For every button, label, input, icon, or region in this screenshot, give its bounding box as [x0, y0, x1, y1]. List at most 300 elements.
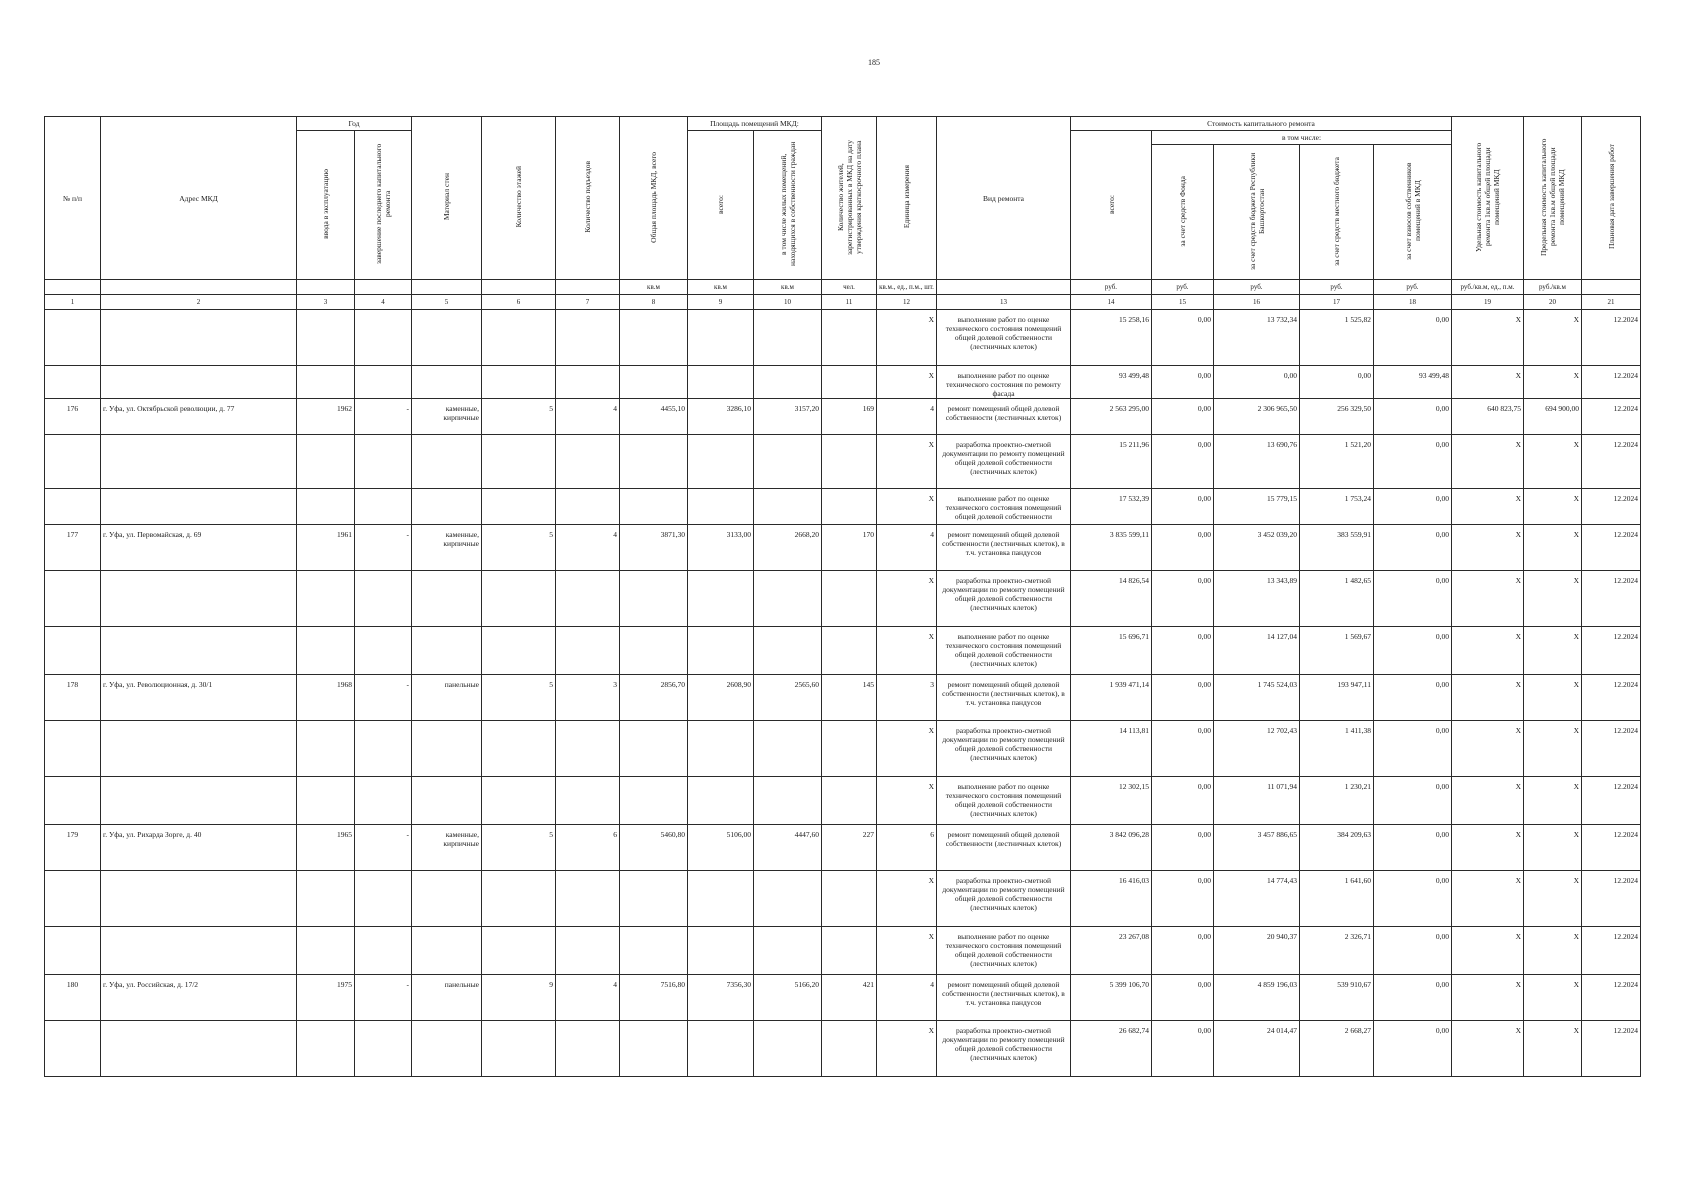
cell-wall-material: панельные — [412, 675, 482, 721]
cell-year-commissioned — [297, 435, 355, 489]
header-num: № п/п — [45, 117, 101, 280]
cell-year-commissioned: 1975 — [297, 975, 355, 1021]
cell-planned-date: 12.2024 — [1582, 675, 1641, 721]
cell-work-type: выполнение работ по оценке технического состояния помещений общей долевой собственности (лестничных клеток) — [937, 310, 1071, 366]
cell-residents — [822, 571, 877, 627]
cell-row-number: 177 — [45, 525, 101, 571]
unit-cell: руб. — [1152, 280, 1214, 295]
cell-planned-date: 12.2024 — [1582, 627, 1641, 675]
unit-cell — [297, 280, 355, 295]
cell-area-residential: 5166,20 — [754, 975, 822, 1021]
cell-area-all — [688, 366, 754, 399]
cell-year-commissioned: 1965 — [297, 825, 355, 871]
cell-row-number — [45, 435, 101, 489]
cell-year-commissioned: 1961 — [297, 525, 355, 571]
cell-entrances: 4 — [556, 525, 620, 571]
column-number-cell: 4 — [355, 295, 412, 310]
table-row — [45, 927, 1641, 975]
cell-entrances — [556, 627, 620, 675]
cell-total-area — [620, 721, 688, 777]
cell-row-number — [45, 489, 101, 525]
column-number-cell: 16 — [1214, 295, 1300, 310]
cell-wall-material: каменные, кирпичные — [412, 399, 482, 435]
cell-cost-republic: 20 940,37 — [1214, 927, 1300, 975]
cell-row-number — [45, 571, 101, 627]
cell-work-type: выполнение работ по оценке технического состояния помещений общей долевой собственности (лестничных клеток) — [937, 927, 1071, 975]
cell-unit-value: X — [877, 777, 937, 825]
cell-row-number — [45, 627, 101, 675]
cell-max-cost: X — [1524, 627, 1582, 675]
cell-row-number — [45, 721, 101, 777]
cell-unit-value: X — [877, 721, 937, 777]
cell-max-cost: X — [1524, 975, 1582, 1021]
cell-area-residential: 3157,20 — [754, 399, 822, 435]
table-row — [45, 627, 1641, 675]
cell-unit-cost: X — [1452, 825, 1524, 871]
cell-floors — [482, 777, 556, 825]
cell-residents: 145 — [822, 675, 877, 721]
cell-year-commissioned: 1968 — [297, 675, 355, 721]
cell-cost-fund: 0,00 — [1152, 721, 1214, 777]
cell-max-cost: 694 900,00 — [1524, 399, 1582, 435]
cell-cost-local: 1 641,60 — [1300, 871, 1374, 927]
cell-address — [101, 777, 297, 825]
cell-address: г. Уфа, ул. Российская, д. 17/2 — [101, 975, 297, 1021]
cell-cost-owners: 0,00 — [1374, 399, 1452, 435]
cell-unit-value: 3 — [877, 675, 937, 721]
table-row — [45, 777, 1641, 825]
cell-last-repair — [355, 1021, 412, 1077]
cell-cost-total: 15 258,16 — [1071, 310, 1152, 366]
cell-floors — [482, 366, 556, 399]
cell-unit-cost: X — [1452, 975, 1524, 1021]
cell-cost-fund: 0,00 — [1152, 627, 1214, 675]
units-row — [45, 280, 1641, 295]
cell-cost-owners: 0,00 — [1374, 825, 1452, 871]
cell-unit-value: 4 — [877, 399, 937, 435]
cell-work-type: ремонт помещений общей долевой собственности (лестничных клеток), в т.ч. установка пандусов — [937, 525, 1071, 571]
cell-cost-total: 23 267,08 — [1071, 927, 1152, 975]
cell-area-residential — [754, 366, 822, 399]
cell-total-area: 4455,10 — [620, 399, 688, 435]
cell-last-repair — [355, 366, 412, 399]
cell-total-area: 3871,30 — [620, 525, 688, 571]
cell-residents — [822, 366, 877, 399]
cell-cost-republic: 14 127,04 — [1214, 627, 1300, 675]
cell-cost-fund: 0,00 — [1152, 777, 1214, 825]
cell-area-all — [688, 627, 754, 675]
cell-area-all — [688, 871, 754, 927]
cell-address — [101, 571, 297, 627]
cell-cost-republic: 3 457 886,65 — [1214, 825, 1300, 871]
header-area-residential: в том числе жилых помещений, находящихся в собственности граждан — [778, 141, 797, 267]
cell-cost-local: 384 209,63 — [1300, 825, 1374, 871]
cell-max-cost: X — [1524, 777, 1582, 825]
cell-year-commissioned — [297, 721, 355, 777]
cell-cost-local: 383 559,91 — [1300, 525, 1374, 571]
cell-floors: 5 — [482, 825, 556, 871]
capital-repair-table — [44, 116, 1641, 1077]
unit-cell — [482, 280, 556, 295]
cell-year-commissioned — [297, 310, 355, 366]
page-number: 185 — [868, 58, 880, 67]
column-number-cell: 8 — [620, 295, 688, 310]
cell-cost-local: 1 753,24 — [1300, 489, 1374, 525]
cell-max-cost: X — [1524, 721, 1582, 777]
cell-cost-owners: 0,00 — [1374, 721, 1452, 777]
cell-unit-cost: X — [1452, 927, 1524, 975]
cell-total-area — [620, 571, 688, 627]
cell-floors — [482, 721, 556, 777]
cell-row-number: 180 — [45, 975, 101, 1021]
cell-entrances — [556, 871, 620, 927]
unit-cell: руб. — [1214, 280, 1300, 295]
cell-cost-fund: 0,00 — [1152, 927, 1214, 975]
cell-year-commissioned — [297, 777, 355, 825]
cell-area-all — [688, 435, 754, 489]
cell-unit-value: X — [877, 489, 937, 525]
cell-max-cost: X — [1524, 871, 1582, 927]
cell-floors — [482, 871, 556, 927]
cell-area-residential — [754, 777, 822, 825]
cell-cost-fund: 0,00 — [1152, 525, 1214, 571]
cell-unit-value: 6 — [877, 825, 937, 871]
cell-max-cost: X — [1524, 927, 1582, 975]
cell-row-number: 176 — [45, 399, 101, 435]
cell-area-all — [688, 1021, 754, 1077]
cell-work-type: разработка проектно-сметной документации по ремонту помещений общей долевой собственности (лестничных клеток) — [937, 571, 1071, 627]
cell-total-area — [620, 777, 688, 825]
cell-last-repair — [355, 489, 412, 525]
cell-entrances — [556, 1021, 620, 1077]
cell-row-number — [45, 927, 101, 975]
cell-area-residential — [754, 627, 822, 675]
column-number-cell: 20 — [1524, 295, 1582, 310]
table-row — [45, 489, 1641, 525]
cell-unit-value: 4 — [877, 975, 937, 1021]
cell-planned-date: 12.2024 — [1582, 871, 1641, 927]
cell-area-residential: 2668,20 — [754, 525, 822, 571]
cell-floors — [482, 489, 556, 525]
cell-last-repair — [355, 435, 412, 489]
header-area-all: всего: — [716, 194, 725, 214]
cell-last-repair — [355, 310, 412, 366]
cell-cost-local: 256 329,50 — [1300, 399, 1374, 435]
cell-area-all: 5106,00 — [688, 825, 754, 871]
unit-cell: кв.м — [688, 280, 754, 295]
cell-planned-date: 12.2024 — [1582, 366, 1641, 399]
cell-planned-date: 12.2024 — [1582, 825, 1641, 871]
cell-unit-cost: X — [1452, 627, 1524, 675]
cell-wall-material — [412, 571, 482, 627]
cell-last-repair: - — [355, 525, 412, 571]
cell-last-repair: - — [355, 399, 412, 435]
cell-max-cost: X — [1524, 489, 1582, 525]
cell-floors — [482, 1021, 556, 1077]
cell-cost-local: 1 230,21 — [1300, 777, 1374, 825]
cell-max-cost: X — [1524, 435, 1582, 489]
cell-cost-owners: 0,00 — [1374, 435, 1452, 489]
cell-work-type: выполнение работ по оценке технического состояния помещений общей долевой собственности (лестничных клеток) — [937, 777, 1071, 825]
cell-unit-value: X — [877, 435, 937, 489]
cell-wall-material — [412, 627, 482, 675]
table-row — [45, 825, 1641, 871]
cell-floors — [482, 627, 556, 675]
column-number-cell: 21 — [1582, 295, 1641, 310]
cell-total-area — [620, 489, 688, 525]
cell-cost-total: 14 113,81 — [1071, 721, 1152, 777]
cell-max-cost: X — [1524, 675, 1582, 721]
cell-cost-local: 2 326,71 — [1300, 927, 1374, 975]
table-row — [45, 310, 1641, 366]
table-row — [45, 721, 1641, 777]
header-material: Материал стен — [442, 173, 451, 221]
cell-planned-date: 12.2024 — [1582, 435, 1641, 489]
cell-unit-cost: X — [1452, 1021, 1524, 1077]
header-year-commissioned: ввода в эксплуатацию — [321, 169, 330, 239]
cell-total-area — [620, 310, 688, 366]
cell-last-repair: - — [355, 975, 412, 1021]
cell-row-number — [45, 366, 101, 399]
cell-cost-republic: 13 732,34 — [1214, 310, 1300, 366]
header-total-area: Общая площадь МКД, всего — [649, 151, 658, 243]
cell-unit-value: X — [877, 627, 937, 675]
cell-unit-value: X — [877, 571, 937, 627]
cell-cost-total: 2 563 295,00 — [1071, 399, 1152, 435]
header-cost-republic: за счет средств бюджета Республики Башкортостан — [1247, 152, 1266, 270]
cell-last-repair — [355, 571, 412, 627]
cell-work-type: разработка проектно-сметной документации по ремонту помещений общей долевой собственности (лестничных клеток) — [937, 435, 1071, 489]
column-number-cell: 11 — [822, 295, 877, 310]
table-row — [45, 366, 1641, 399]
cell-area-all: 3133,00 — [688, 525, 754, 571]
header-planned-date: Плановая дата завершения работ — [1606, 144, 1616, 250]
cell-work-type: выполнение работ по оценке технического состояния помещений общей долевой собственности (лестничных клеток) — [937, 627, 1071, 675]
column-number-cell: 5 — [412, 295, 482, 310]
cell-floors: 9 — [482, 975, 556, 1021]
cell-unit-cost: X — [1452, 675, 1524, 721]
header-cost-total: всего: — [1106, 194, 1116, 214]
cell-total-area — [620, 627, 688, 675]
cell-work-type: ремонт помещений общей долевой собственности (лестничных клеток) — [937, 825, 1071, 871]
header-cost-group: Стоимость капитального ремонта — [1071, 117, 1452, 131]
cell-cost-total: 1 939 471,14 — [1071, 675, 1152, 721]
unit-cell — [937, 280, 1071, 295]
cell-total-area: 5460,80 — [620, 825, 688, 871]
column-number-cell: 6 — [482, 295, 556, 310]
cell-wall-material: каменные, кирпичные — [412, 825, 482, 871]
cell-cost-owners: 93 499,48 — [1374, 366, 1452, 399]
unit-cell — [101, 280, 297, 295]
cell-area-residential: 4447,60 — [754, 825, 822, 871]
cell-cost-fund: 0,00 — [1152, 1021, 1214, 1077]
cell-area-all — [688, 571, 754, 627]
header-area-group: Площадь помещений МКД: — [688, 117, 822, 131]
table-row — [45, 399, 1641, 435]
cell-total-area — [620, 927, 688, 975]
cell-wall-material — [412, 435, 482, 489]
cell-max-cost: X — [1524, 366, 1582, 399]
cell-cost-owners: 0,00 — [1374, 1021, 1452, 1077]
cell-cost-owners: 0,00 — [1374, 310, 1452, 366]
column-number-cell: 13 — [937, 295, 1071, 310]
header-year-group: Год — [297, 117, 412, 131]
cell-cost-total: 15 211,96 — [1071, 435, 1152, 489]
header-cost-local: за счет средств местного бюджета — [1332, 156, 1341, 266]
cell-residents — [822, 310, 877, 366]
cell-area-all — [688, 927, 754, 975]
cell-cost-total: 26 682,74 — [1071, 1021, 1152, 1077]
cell-cost-republic: 11 071,94 — [1214, 777, 1300, 825]
cell-cost-local: 1 411,38 — [1300, 721, 1374, 777]
cell-cost-owners: 0,00 — [1374, 975, 1452, 1021]
column-number-cell: 15 — [1152, 295, 1214, 310]
cell-planned-date: 12.2024 — [1582, 777, 1641, 825]
cell-planned-date: 12.2024 — [1582, 1021, 1641, 1077]
cell-unit-cost: X — [1452, 366, 1524, 399]
cell-area-all — [688, 721, 754, 777]
cell-total-area — [620, 435, 688, 489]
cell-floors — [482, 571, 556, 627]
cell-residents — [822, 435, 877, 489]
cell-residents — [822, 627, 877, 675]
column-number-cell: 7 — [556, 295, 620, 310]
cell-unit-cost: X — [1452, 435, 1524, 489]
cell-unit-value: X — [877, 366, 937, 399]
cell-work-type: разработка проектно-сметной документации по ремонту помещений общей долевой собственности (лестничных клеток) — [937, 721, 1071, 777]
table-row — [45, 571, 1641, 627]
cell-unit-cost: X — [1452, 571, 1524, 627]
cell-cost-local: 1 521,20 — [1300, 435, 1374, 489]
cell-cost-local: 193 947,11 — [1300, 675, 1374, 721]
cell-unit-cost: X — [1452, 525, 1524, 571]
cell-floors: 5 — [482, 399, 556, 435]
cell-last-repair — [355, 871, 412, 927]
cell-address — [101, 927, 297, 975]
cell-row-number — [45, 310, 101, 366]
cell-unit-cost: X — [1452, 871, 1524, 927]
cell-address — [101, 435, 297, 489]
cell-total-area: 2856,70 — [620, 675, 688, 721]
cell-cost-republic: 24 014,47 — [1214, 1021, 1300, 1077]
cell-cost-local: 539 910,67 — [1300, 975, 1374, 1021]
cell-residents: 169 — [822, 399, 877, 435]
cell-year-commissioned — [297, 871, 355, 927]
unit-cell: руб./кв.м — [1524, 280, 1582, 295]
unit-cell — [355, 280, 412, 295]
cell-cost-owners: 0,00 — [1374, 927, 1452, 975]
cell-year-commissioned — [297, 571, 355, 627]
table-row — [45, 871, 1641, 927]
cell-cost-total: 12 302,15 — [1071, 777, 1152, 825]
column-number-cell: 17 — [1300, 295, 1374, 310]
cell-work-type: выполнение работ по оценке технического состояния по ремонту фасада — [937, 366, 1071, 399]
cell-unit-cost: X — [1452, 310, 1524, 366]
table-row — [45, 975, 1641, 1021]
table-row — [45, 525, 1641, 571]
unit-cell: руб. — [1374, 280, 1452, 295]
cell-unit-value: X — [877, 927, 937, 975]
cell-cost-total: 16 416,03 — [1071, 871, 1152, 927]
table-row — [45, 675, 1641, 721]
header-cost-sub: в том числе: — [1152, 131, 1452, 145]
cell-wall-material — [412, 871, 482, 927]
cell-entrances — [556, 777, 620, 825]
cell-entrances: 3 — [556, 675, 620, 721]
cell-max-cost: X — [1524, 1021, 1582, 1077]
cell-residents: 227 — [822, 825, 877, 871]
cell-wall-material — [412, 777, 482, 825]
cell-planned-date: 12.2024 — [1582, 310, 1641, 366]
cell-cost-republic: 12 702,43 — [1214, 721, 1300, 777]
cell-cost-fund: 0,00 — [1152, 489, 1214, 525]
cell-wall-material — [412, 310, 482, 366]
unit-cell: кв.м., ед., п.м., шт. — [877, 280, 937, 295]
column-number-cell: 14 — [1071, 295, 1152, 310]
cell-entrances: 4 — [556, 975, 620, 1021]
cell-work-type: выполнение работ по оценке технического состояния помещений общей долевой собственности — [937, 489, 1071, 525]
cell-cost-owners: 0,00 — [1374, 525, 1452, 571]
cell-cost-fund: 0,00 — [1152, 871, 1214, 927]
cell-address — [101, 721, 297, 777]
cell-cost-republic: 4 859 196,03 — [1214, 975, 1300, 1021]
cell-last-repair — [355, 777, 412, 825]
cell-unit-value: X — [877, 871, 937, 927]
cell-address: г. Уфа, ул. Революционная, д. 30/1 — [101, 675, 297, 721]
cell-cost-local: 1 569,67 — [1300, 627, 1374, 675]
cell-cost-fund: 0,00 — [1152, 435, 1214, 489]
cell-entrances — [556, 310, 620, 366]
cell-entrances — [556, 489, 620, 525]
cell-total-area — [620, 871, 688, 927]
cell-work-type: ремонт помещений общей долевой собственности (лестничных клеток), в т.ч. установка пандусов — [937, 675, 1071, 721]
cell-planned-date: 12.2024 — [1582, 571, 1641, 627]
unit-cell — [1582, 280, 1641, 295]
cell-max-cost: X — [1524, 571, 1582, 627]
column-number-cell: 9 — [688, 295, 754, 310]
cell-unit-value: X — [877, 1021, 937, 1077]
header-entrances: Количество подъездов — [583, 161, 592, 233]
cell-area-all — [688, 310, 754, 366]
cell-year-commissioned — [297, 366, 355, 399]
cell-floors — [482, 927, 556, 975]
column-number-cell: 10 — [754, 295, 822, 310]
cell-address — [101, 627, 297, 675]
cell-address — [101, 871, 297, 927]
cell-row-number: 179 — [45, 825, 101, 871]
cell-entrances — [556, 571, 620, 627]
header-work-type: Вид ремонта — [937, 117, 1071, 280]
cell-cost-local: 2 668,27 — [1300, 1021, 1374, 1077]
cell-cost-owners: 0,00 — [1374, 777, 1452, 825]
cell-area-all — [688, 777, 754, 825]
table-row — [45, 435, 1641, 489]
cell-entrances: 4 — [556, 399, 620, 435]
cell-last-repair: - — [355, 825, 412, 871]
cell-cost-fund: 0,00 — [1152, 571, 1214, 627]
header-max-cost: Предельная стоимость капитального ремонта 1кв.м общей площади помещений МКД — [1539, 138, 1566, 256]
cell-unit-value: X — [877, 310, 937, 366]
cell-floors — [482, 310, 556, 366]
cell-cost-fund: 0,00 — [1152, 675, 1214, 721]
cell-entrances — [556, 927, 620, 975]
cell-cost-fund: 0,00 — [1152, 310, 1214, 366]
cell-cost-total: 93 499,48 — [1071, 366, 1152, 399]
cell-wall-material — [412, 489, 482, 525]
cell-cost-total: 3 835 599,11 — [1071, 525, 1152, 571]
cell-area-residential — [754, 871, 822, 927]
cell-cost-republic: 13 343,89 — [1214, 571, 1300, 627]
